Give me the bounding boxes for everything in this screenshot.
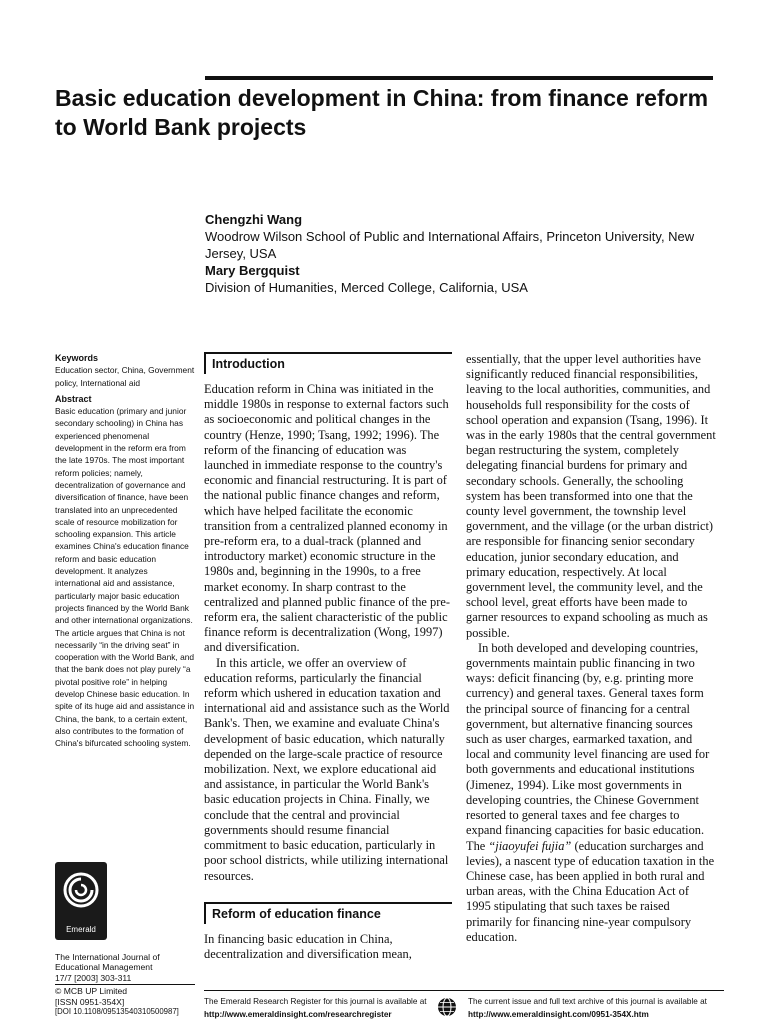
logo-label: Emerald — [66, 925, 96, 934]
footer-left-text: The Emerald Research Register for this journal is available at — [204, 997, 427, 1006]
emerald-swirl-icon — [61, 870, 101, 910]
journal-name-line1: The International Journal of — [55, 952, 160, 962]
journal-name-line2: Educational Management — [55, 962, 153, 973]
author-block — [205, 211, 725, 296]
globe-icon — [437, 997, 457, 1017]
section-heading-reform: Reform of education finance — [204, 902, 452, 924]
article-title: Basic education development in China: from finance reform to World Bank projects — [55, 85, 709, 140]
footer-left-link[interactable]: http://www.emeraldinsight.com/researchregister — [204, 1010, 392, 1019]
body-paragraph: In financing basic education in China, decentralization and diversification mean, — [204, 931, 412, 961]
body-paragraph: In this article, we offer an overview of education reforms, particularly the financial reform which ushered in education taxation and international aid and assistance such as the World Bank's. Then, we examine and evaluate China's development of basic education, which naturally depended on the large-scale practice of resource mobilization. Next, we explore educational aid and assistance, in particular the World Bank's basic education projects in China. Finally, we conclude that the central and provincial governments should resume financial commitment to basic education, particularly in poor school districts, while utilizing international resources. — [204, 655, 450, 883]
body-paragraph — [466, 641, 716, 945]
italic-term: “jiaoyufei fujia” — [488, 838, 572, 853]
emerald-logo — [55, 862, 107, 940]
abstract-text: Basic education (primary and junior secondary schooling) in China has experienced phenomenal development in the reform era from the late 1970s. The most important reform policies; namely, decentralization of governance and diversification of finance, have been translated into an unprecedented scale of resource mobilization for schooling expansion. This article examines China's education finance reform and basic education development. It analyzes international aid and assistance, particularly major basic education projects financed by the World Bank and other international organizations. The article argues that China is not necessarily “in the driving seat” in cooperation with the World Bank, and that the bank does not play purely “a pivotal positive role” in helping develop Chinese basic education. In spite of its huge aid and assistance in China, the bank, to a certain extent, also contributes to the formation of China's bifurcated schooling system. — [55, 406, 195, 749]
sidebar — [55, 352, 195, 750]
author-name: Chengzhi Wang — [205, 212, 303, 227]
abstract-heading: Abstract — [55, 393, 92, 404]
author-affiliation: Division of Humanities, Merced College, California, USA — [205, 280, 528, 295]
keywords-text: Education sector, China, Government policy, International aid — [55, 365, 195, 388]
footer-left — [204, 995, 434, 1021]
journal-issn: [ISSN 0951-354X] — [55, 996, 125, 1007]
journal-copyright: © MCB UP Limited — [55, 986, 128, 997]
author-affiliation: Woodrow Wilson School of Public and International Affairs, Princeton University, New Jersey, USA — [205, 229, 695, 261]
footer-right-text: The current issue and full text archive of this journal is available at — [468, 997, 707, 1006]
keywords-heading: Keywords — [55, 353, 99, 363]
paragraph-text: (education surcharges and levies), a nascent type of education taxation in the Chinese case, has been applied in both rural and urban areas, with the China Education Act of 1995 stipulating that such taxes be raised primarily for financing nine-year compulsory education. — [466, 838, 715, 944]
footer-right-link[interactable]: http://www.emeraldinsight.com/0951-354X.htm — [468, 1010, 649, 1019]
section-heading-introduction: Introduction — [204, 352, 452, 374]
body-paragraph: essentially, that the upper level authorities have significantly reduced financial responsibilities, leaving to the local authorities, communities, and households full responsibility for the costs of school operation and expansion (Tsang, 1996). It was in the early 1980s that the central government began restructuring the system, completely delegating financial burdens for primary and secondary schools. Generally, the schooling system has been transformed into one that the county level government, the township level government, and the village (or the urban district) are responsible for financing senior secondary education, junior secondary education, and primary education, respectively. At local government level, the community level, and the school level, great efforts have been made to garner resources to expand schooling as much as possible. — [466, 352, 716, 640]
journal-separator — [55, 984, 195, 985]
footer-right — [468, 995, 728, 1021]
body-paragraph: Education reform in China was initiated in the middle 1980s in response to external factors such as socioeconomic and political changes in the country (Henze, 1990; Tsang, 1992; 1996). The reform of the financing of education was launched in immediate response to the country's economic and financial restructuring. It is part of the national public finance changes and reform, which have helped facilitate the economic transition from a centralized planned economy in pre-reform era, to a dual-track (planned and introductory market) economic structure in the 1980s and, beginning in the 1990s, to a free market economy. In sharp contrast to the centralized and planned public finance of the pre-reform era, the salient characteristic of the public finance reform is decentralization (Wong, 1997) and diversification. — [204, 382, 450, 655]
page-footer — [204, 990, 724, 1024]
journal-info — [55, 952, 205, 1017]
body-column-right — [466, 352, 716, 945]
body-column-left — [204, 352, 452, 962]
paragraph-text: In both developed and developing countries, governments maintain public financing in two ways: deficit financing (by, e.g. printing more currency) and general taxes. General taxes form the principal source of financing for a central government, but alternative financing sources such as user charges, earmarked taxation, and local and community level financing are used for both governments and educational institutions (Jimenez, 1994). Like most governments in developing countries, the Chinese Government resorted to general taxes and fee charges to expand financing capacities for basic education. The — [466, 640, 710, 853]
journal-doi: [DOI 10.1108/09513540310500987] — [55, 1007, 179, 1017]
journal-volume: 17/7 [2003] 303-311 — [55, 972, 132, 983]
author-name: Mary Bergquist — [205, 263, 300, 278]
title-rule — [205, 76, 713, 80]
